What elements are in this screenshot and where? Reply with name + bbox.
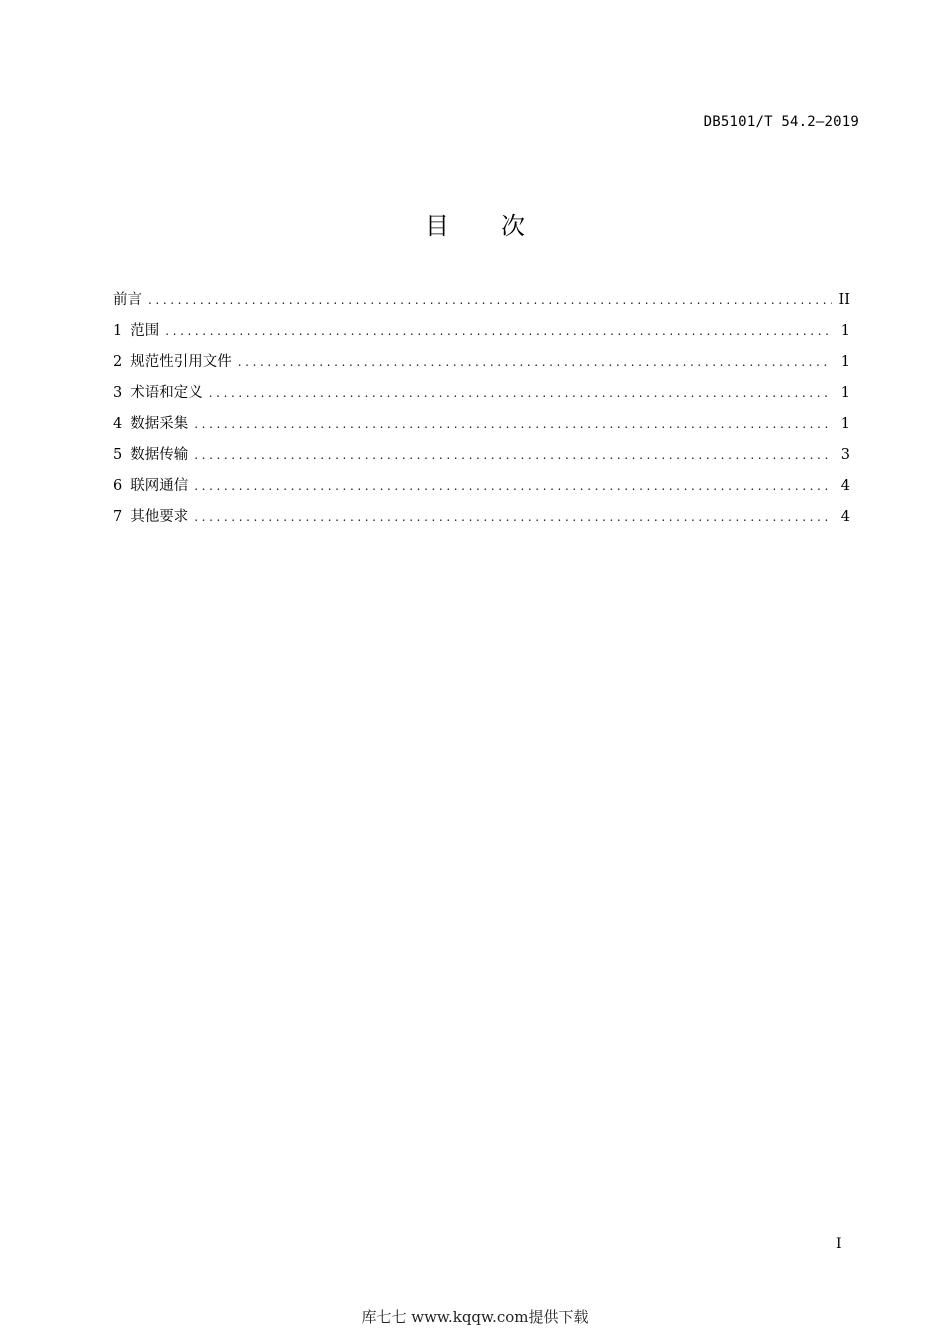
toc-leader-dots [238, 347, 832, 378]
toc-entry-label: 数据传输 [130, 447, 189, 463]
toc-entry-number: 6 [113, 478, 123, 494]
toc-entry-number: 5 [113, 447, 123, 463]
toc-entry-normative-references[interactable] [113, 347, 850, 378]
toc-entry-page: 4 [840, 509, 850, 525]
toc-entry-label: 联网通信 [130, 478, 189, 494]
toc-entry-scope[interactable] [113, 316, 850, 347]
toc-entry-number: 7 [113, 509, 123, 525]
toc-entry-terms-definitions[interactable] [113, 378, 850, 409]
toc-leader-dots [209, 378, 832, 409]
toc-entry-other-requirements[interactable] [113, 502, 850, 533]
toc-entry-number: 2 [113, 354, 123, 370]
toc-entry-page: 3 [840, 447, 850, 463]
table-of-contents [113, 285, 850, 533]
toc-entry-label: 前言 [113, 292, 142, 308]
toc-title-char-2: 次 [501, 212, 525, 240]
toc-entry-page: II [838, 292, 850, 308]
toc-title-char-1: 目 [425, 212, 449, 240]
toc-leader-dots [194, 409, 832, 440]
toc-entry-label: 数据采集 [130, 416, 189, 432]
toc-leader-dots [194, 471, 832, 502]
toc-entry-label: 范围 [130, 323, 160, 339]
toc-entry-network-communication[interactable] [113, 471, 850, 502]
toc-entry-page: 1 [840, 385, 850, 401]
page-number: I [836, 1236, 842, 1252]
toc-entry-page: 4 [840, 478, 850, 494]
toc-leader-dots [165, 316, 832, 347]
toc-entry-number: 3 [113, 385, 123, 401]
toc-entry-page: 1 [840, 323, 850, 339]
toc-entry-page: 1 [840, 354, 850, 370]
toc-leader-dots [148, 285, 832, 316]
toc-entry-number: 1 [113, 323, 123, 339]
toc-entry-page: 1 [840, 416, 850, 432]
toc-leader-dots [194, 502, 832, 533]
toc-entry-label: 术语和定义 [130, 385, 203, 401]
toc-entry-foreword[interactable] [113, 285, 850, 316]
toc-title [0, 206, 950, 241]
download-footer: 库七七 www.kqqw.com提供下载 [361, 1308, 589, 1326]
toc-entry-data-transmission[interactable] [113, 440, 850, 471]
toc-leader-dots [194, 440, 832, 471]
toc-entry-number: 4 [113, 416, 123, 432]
document-code: DB5101/T 54.2—2019 [703, 114, 859, 130]
toc-entry-label: 规范性引用文件 [130, 354, 232, 370]
toc-entry-data-collection[interactable] [113, 409, 850, 440]
toc-entry-label: 其他要求 [130, 509, 189, 525]
